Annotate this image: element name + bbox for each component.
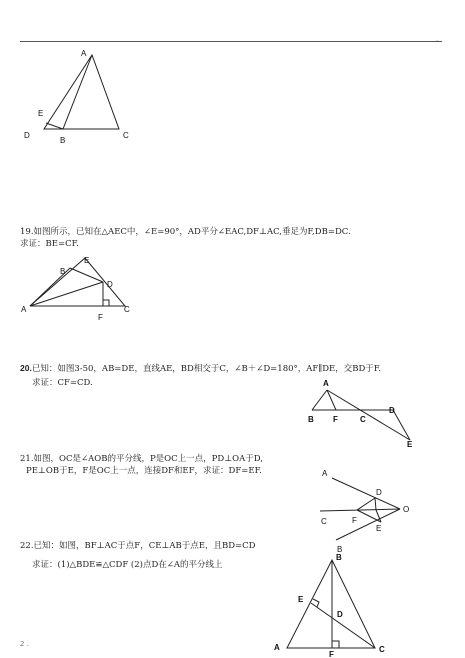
label-b: B <box>60 267 66 276</box>
label-b: B <box>337 545 343 554</box>
q22-statement: 22.已知：如图，BF⊥AC于点F，CE⊥AB于点E，且BD=CD <box>20 541 256 551</box>
label-b: B <box>308 415 314 424</box>
label-f: F <box>98 313 103 322</box>
label-c: C <box>321 517 327 526</box>
q21-statement-line2: PE⊥OB于E，F是OC上一点，连接DF和EF，求证：DF=EF. <box>26 466 262 476</box>
label-e: E <box>38 109 44 118</box>
label-d: D <box>337 610 343 619</box>
label-d: D <box>107 280 113 289</box>
q20-body: 已知：如图3-50，AB=DE，直线AE，BD相交于C，∠B＋∠D=180°，AF∥DE，交BD于F. <box>31 364 382 374</box>
label-f: F <box>329 650 334 658</box>
label-d: D <box>376 488 382 497</box>
label-a: A <box>21 305 27 314</box>
header-dot: . <box>436 35 439 43</box>
label-f: F <box>352 516 357 525</box>
label-e: E <box>298 595 304 604</box>
label-b: B <box>336 553 342 562</box>
q19-proof-goal: 求证：BE=CF. <box>20 239 79 249</box>
q19-statement: 19.如图所示，已知在△AEC中，∠E=90°，AD平分∠EAC,DF⊥AC,垂足为F,DB=DC. <box>20 227 351 237</box>
right-angle-f <box>332 641 339 648</box>
label-c: C <box>124 305 130 314</box>
label-e: E <box>84 256 90 265</box>
label-e: E <box>407 440 413 449</box>
label-o: O <box>403 505 410 514</box>
label-a: A <box>274 643 280 652</box>
label-d: D <box>24 131 30 140</box>
label-f: F <box>333 415 338 424</box>
label-c: C <box>123 131 129 140</box>
label-c: C <box>360 415 366 424</box>
q20-number: 20. <box>20 363 32 373</box>
triangle-abc <box>287 560 375 648</box>
right-angle-e <box>313 599 319 607</box>
label-e: E <box>376 524 382 533</box>
q22-proof-goal: 求证：(1)△BDE≌△CDF (2)点D在∠A的平分线上 <box>32 560 223 570</box>
footer-mark: 2 . <box>20 640 29 648</box>
label-c: C <box>379 645 385 654</box>
altitude-ce <box>311 603 375 648</box>
q21-statement-line1: 21.如图，OC是∠AOB的平分线，P是OC上一点，PD⊥OA于D, <box>20 454 264 464</box>
label-d: D <box>389 406 395 415</box>
label-a: A <box>81 49 87 58</box>
label-b: B <box>60 136 66 145</box>
label-a: A <box>322 469 328 478</box>
q20-proof-goal: 求证：CF=CD. <box>32 378 93 388</box>
label-a: A <box>323 379 329 388</box>
